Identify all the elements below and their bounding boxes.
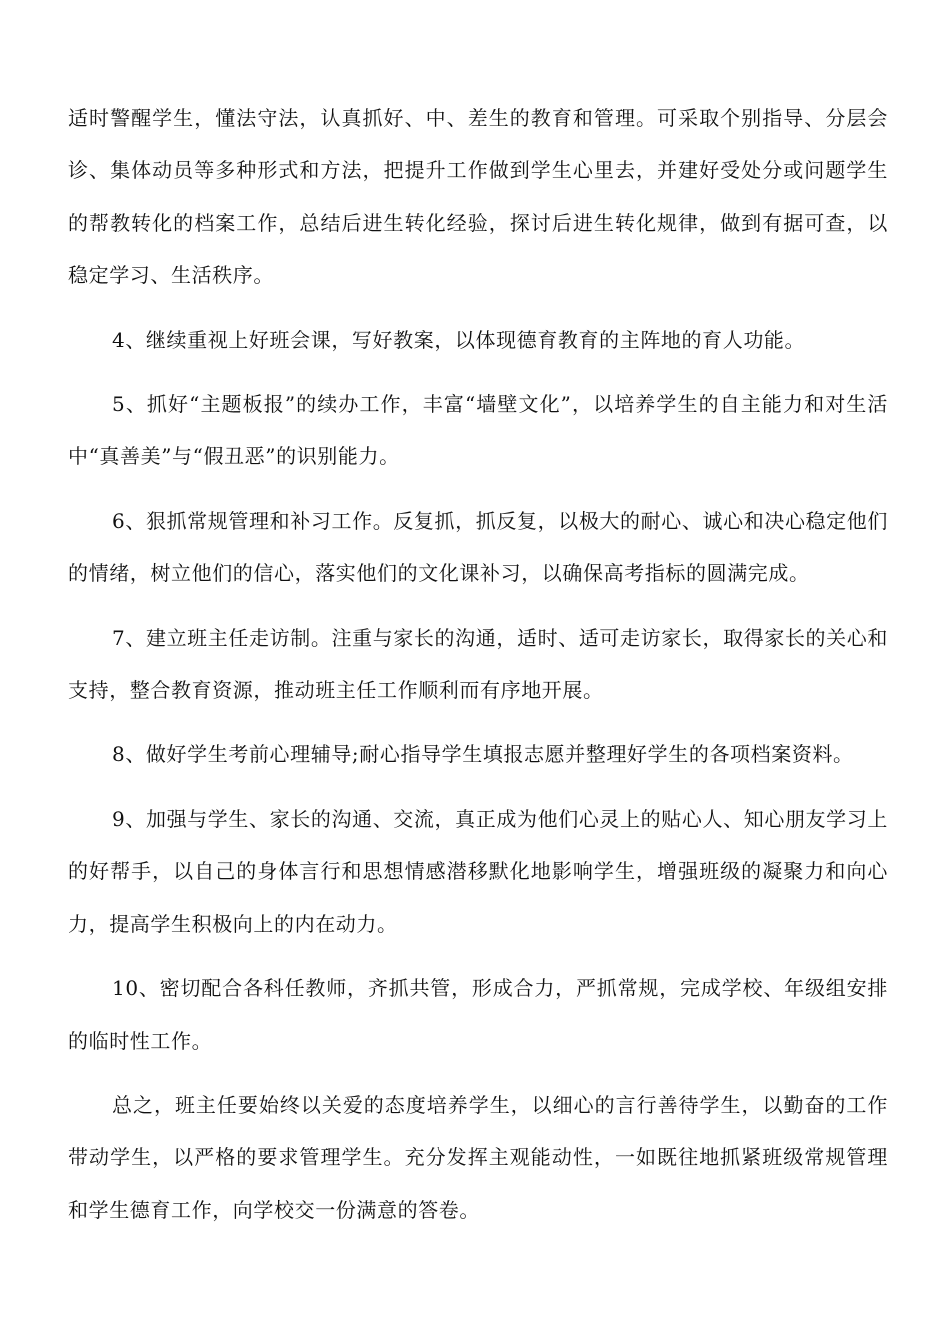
paragraph-item-4: 4、继续重视上好班会课，写好教案，以体现德育教育的主阵地的育人功能。: [112, 327, 806, 352]
paragraph-item-7: 7、建立班主任走访制。注重与家长的沟通，适时、适可走访家长，取得家长的关心和支持，整合教育资源，推动班主任工作顺利而有序地开展。: [68, 625, 888, 703]
document-body: [68, 92, 888, 1248]
paragraph-continuation: 适时警醒学生，懂法守法，认真抓好、中、差生的教育和管理。可采取个别指导、分层会诊、集体动员等多种形式和方法，把提升工作做到学生心里去，并建好受处分或问题学生的帮教转化的档案工作，总结后进生转化经验，探讨后进生转化规律，做到有据可查，以稳定学习、生活秩序。: [68, 106, 888, 288]
paragraph-item-9: 9、加强与学生、家长的沟通、交流，真正成为他们心灵上的贴心人、知心朋友学习上的好帮手，以自己的身体言行和思想情感潜移默化地影响学生，增强班级的凝聚力和向心力，提高学生积极向上的内在动力。: [68, 806, 888, 936]
paragraph-item-8: 8、做好学生考前心理辅导;耐心指导学生填报志愿并整理好学生的各项档案资料。: [112, 742, 854, 767]
paragraph-conclusion: 总之，班主任要始终以关爱的态度培养学生，以细心的言行善待学生，以勤奋的工作带动学生，以严格的要求管理学生。充分发挥主观能动性，一如既往地抓紧班级常规管理和学生德育工作，向学校交一份满意的答卷。: [68, 1092, 888, 1222]
paragraph-item-6: 6、狠抓常规管理和补习工作。反复抓，抓反复，以极大的耐心、诚心和决心稳定他们的情绪，树立他们的信心，落实他们的文化课补习，以确保高考指标的圆满完成。: [68, 508, 888, 586]
paragraph-item-5: 5、抓好“主题板报”的续办工作，丰富“墙壁文化”，以培养学生的自主能力和对生活中“真善美”与“假丑恶”的识别能力。: [68, 392, 888, 469]
paragraph-item-10: 10、密切配合各科任教师，齐抓共管，形成合力，严抓常规，完成学校、年级组安排的临时性工作。: [68, 976, 888, 1053]
